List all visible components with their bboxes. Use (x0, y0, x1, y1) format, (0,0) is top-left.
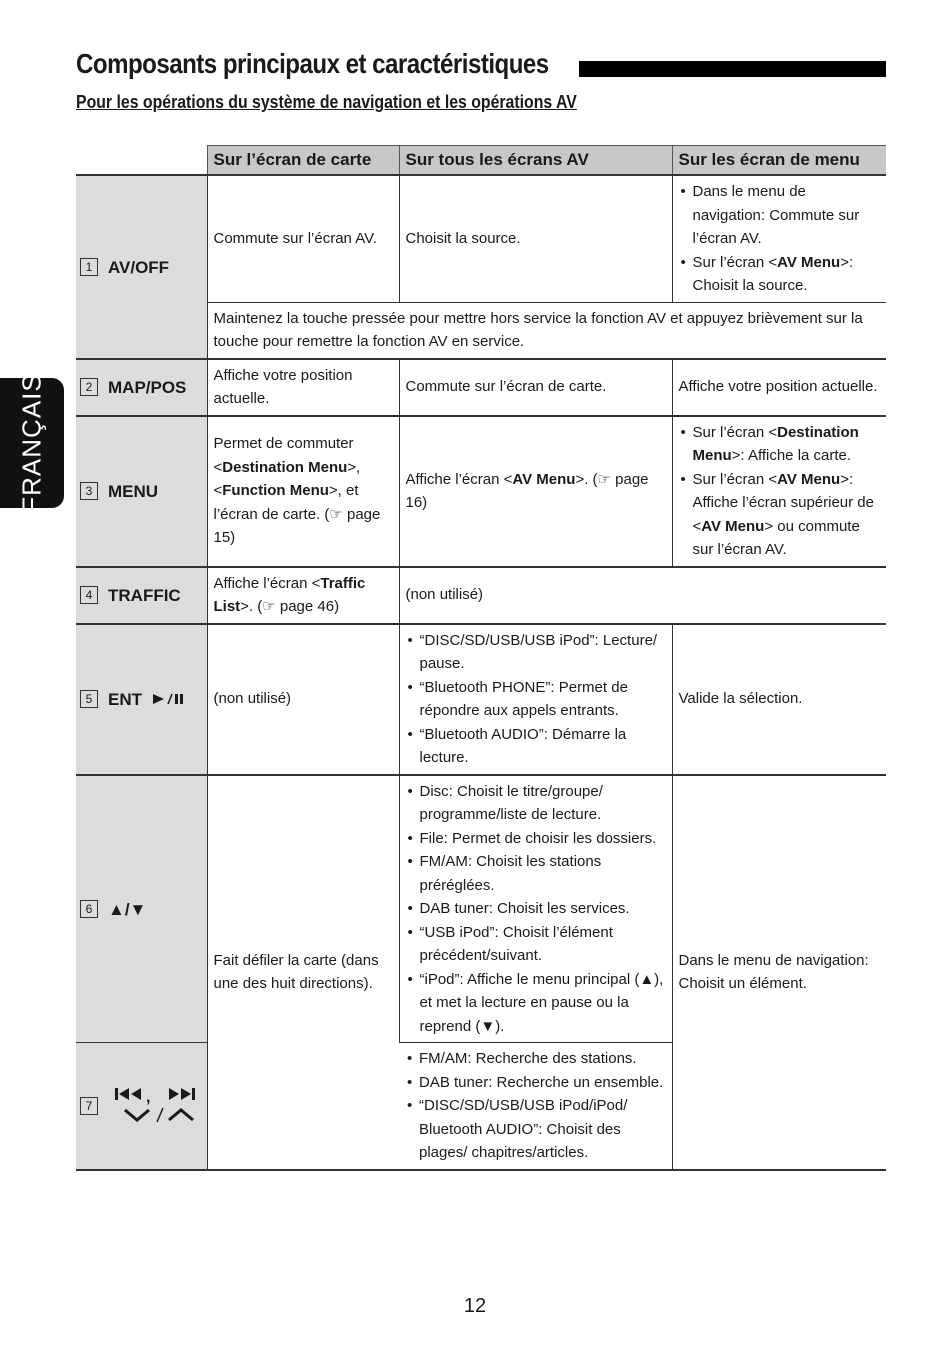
key-cell-ent (76, 624, 207, 775)
page-number: 12 (463, 1295, 487, 1317)
play-pause-icon (147, 692, 187, 706)
bullet-list (679, 180, 881, 298)
key-label: AV/OFF (108, 257, 170, 277)
key-cell-skip (76, 1043, 207, 1170)
table-cell (672, 416, 886, 567)
table-cell: Affiche l’écran <Traffic List>. (☞ page 46) (207, 567, 399, 624)
bullet-list (406, 629, 666, 770)
key-label: ENT (108, 689, 142, 709)
title-row (76, 48, 886, 88)
bullet-list (679, 421, 881, 562)
table-cell (399, 1043, 672, 1170)
table-cell: Affiche votre position actuelle. (672, 359, 886, 416)
list-item: • FM/AM: Recherche des stations. (419, 1047, 666, 1071)
table-row (76, 175, 886, 302)
list-item: • Sur l’écran <Destination Menu>: Affiche la carte. (693, 421, 881, 468)
controls-table (76, 145, 886, 1171)
list-item: • “Bluetooth PHONE”: Permet de répondre aux appels entrants. (420, 676, 666, 723)
language-side-tab-label: FRANÇAIS (16, 373, 47, 513)
list-item: • Disc: Choisit le titre/groupe/ programme/liste de lecture. (420, 780, 666, 827)
key-number: 4 (80, 586, 98, 604)
bullet-list (406, 780, 666, 1039)
key-label: MENU (108, 481, 159, 501)
table-cell: Commute sur l’écran AV. (207, 175, 399, 302)
list-item: • File: Permet de choisir les dossiers. (420, 827, 666, 851)
list-item: • “iPod”: Affiche le menu principal (▲), et met la lecture en pause ou la reprend (▼). (420, 968, 666, 1039)
list-item: • “USB iPod”: Choisit l’élément précédent/suivant. (420, 921, 666, 968)
key-number: 7 (80, 1097, 98, 1115)
table-cell: Permet de commuter <Destination Menu>, <Function Menu>, et l’écran de carte. (☞ page 15) (207, 416, 399, 567)
key-label: ▲/▼ (108, 899, 147, 919)
table-cell: Affiche votre position actuelle. (207, 359, 399, 416)
table-row (76, 416, 886, 567)
table-row (76, 567, 886, 624)
header-menu-screens: Sur les écran de menu (672, 146, 886, 176)
table-cell (399, 624, 672, 775)
list-item: • Sur l’écran <AV Menu>: Choisit la source. (693, 251, 881, 298)
list-item: • DAB tuner: Choisit les services. (420, 897, 666, 921)
list-item: • Dans le menu de navigation: Commute sur l’écran AV. (693, 180, 881, 251)
key-cell-map-pos (76, 359, 207, 416)
table-cell: Fait défiler la carte (dans une des huit directions). (207, 775, 399, 1170)
key-cell-menu (76, 416, 207, 567)
skip-buttons-icon (113, 1086, 209, 1126)
table-cell: (non utilisé) (399, 567, 886, 624)
page-title: Composants principaux et caractéristiques (76, 48, 549, 79)
key-cell-traffic (76, 567, 207, 624)
list-item: • DAB tuner: Recherche un ensemble. (419, 1071, 666, 1095)
table-cell: Commute sur l’écran de carte. (399, 359, 672, 416)
header-blank-cell (76, 146, 207, 176)
list-item: • FM/AM: Choisit les stations préréglées. (420, 850, 666, 897)
key-cell-av-off (76, 175, 207, 359)
key-number: 5 (80, 690, 98, 708)
section-subtitle: Pour les opérations du système de navigation et les opérations AV (76, 92, 577, 112)
key-number: 1 (80, 258, 98, 276)
header-av-screens: Sur tous les écrans AV (399, 146, 672, 176)
table-cell: Affiche l’écran <AV Menu>. (☞ page 16) (399, 416, 672, 567)
table-cell: (non utilisé) (207, 624, 399, 775)
key-cell-up-down (76, 775, 207, 1043)
table-header-row (76, 146, 886, 176)
key-label: TRAFFIC (108, 585, 181, 605)
table-row (76, 624, 886, 775)
table-row (76, 359, 886, 416)
table-cell: Valide la sélection. (672, 624, 886, 775)
key-number: 6 (80, 900, 98, 918)
title-decoration-bar (579, 61, 886, 77)
header-map-screen: Sur l’écran de carte (207, 146, 399, 176)
table-row (76, 775, 886, 1043)
table-cell (399, 775, 672, 1043)
table-cell: Dans le menu de navigation: Choisit un élément. (672, 775, 886, 1170)
key-label: MAP/POS (108, 377, 187, 397)
key-number: 2 (80, 378, 98, 396)
list-item: • “Bluetooth AUDIO”: Démarre la lecture. (420, 723, 666, 770)
key-number: 3 (80, 482, 98, 500)
list-item: • “DISC/SD/USB/USB iPod/iPod/ Bluetooth AUDIO”: Choisit des plages/ chapitres/articles. (419, 1094, 666, 1165)
list-item: • Sur l’écran <AV Menu>: Affiche l’écran supérieur de <AV Menu> ou commute sur l’écran AV. (693, 468, 881, 562)
table-cell: Choisit la source. (399, 175, 672, 302)
svg-text:,: , (145, 1088, 151, 1106)
language-side-tab (0, 373, 64, 513)
table-note-cell: Maintenez la touche pressée pour mettre hors service la fonction AV et appuyez brièvement sur la touche pour remettre la fonction AV en service. (207, 302, 886, 359)
list-item: • “DISC/SD/USB/USB iPod”: Lecture/ pause. (420, 629, 666, 676)
bullet-list (405, 1047, 666, 1165)
table-cell (672, 175, 886, 302)
